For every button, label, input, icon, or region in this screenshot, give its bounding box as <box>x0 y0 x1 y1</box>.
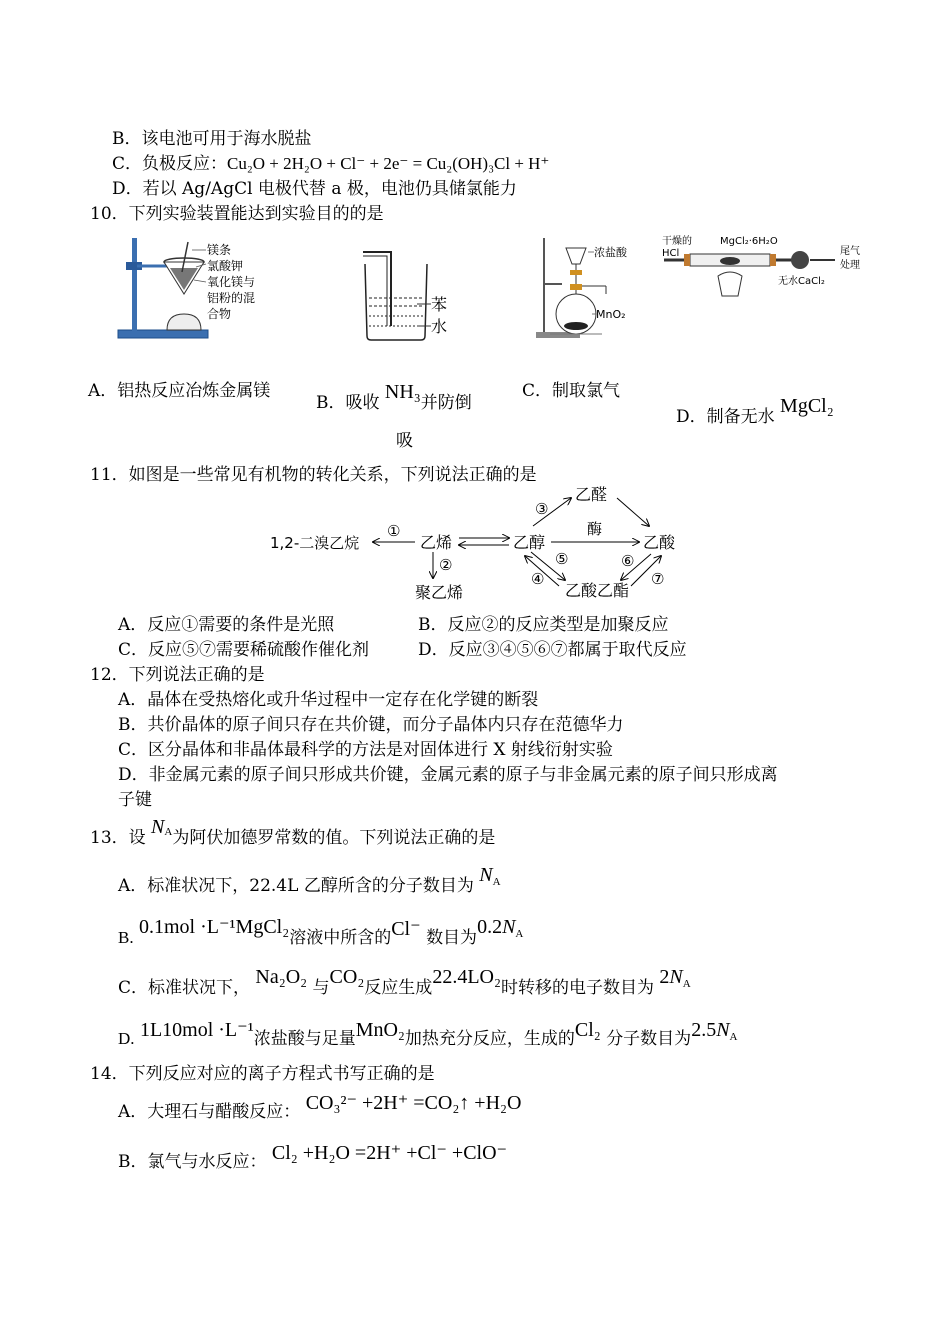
q13-stem <box>90 816 496 852</box>
fig2-label-water: 水 <box>431 317 448 336</box>
q14-option-b <box>118 1142 508 1174</box>
q13-option-c-text2: 时转移的电子数目为 <box>500 978 654 998</box>
node-ethanol: 乙醇 <box>513 533 546 552</box>
q13-option-c-with: 与 <box>312 978 330 998</box>
fig3-label-mno2: MnO₂ <box>596 308 626 321</box>
q12-option-a: A．晶体在受热熔化或升华过程中一定存在化学键的断裂 <box>118 690 539 710</box>
label-n3: ③ <box>535 500 549 518</box>
fig1-label-mix2: 铝粉的混 <box>207 291 256 305</box>
q10-option-b <box>316 381 472 415</box>
q13-option-c-co2: CO₂ <box>329 966 365 988</box>
q10-option-c: C．制取氯气 <box>522 381 621 401</box>
q13-option-b-val: 0.2 <box>477 916 503 938</box>
node-ethyl-acetate: 乙酸乙酯 <box>565 581 630 600</box>
q13-na-sub: A <box>164 826 173 838</box>
node-acetic-acid: 乙酸 <box>643 533 676 552</box>
node-polyethylene: 聚乙烯 <box>415 583 464 602</box>
q11-option-a: A．反应①需要的条件是光照 <box>118 615 335 635</box>
label-n1: ① <box>387 522 401 540</box>
q10-option-a: A．铝热反应冶炼金属镁 <box>88 381 271 401</box>
q9-option-d: D．若以 Ag/AgCl 电极代替 a 极，电池仍具储氯能力 <box>112 179 517 199</box>
q10-figure-thermite <box>112 232 292 347</box>
q13-option-b-na: N <box>502 916 516 938</box>
fig4-label-hcl: HCl <box>662 248 680 259</box>
q13-option-d-val: 2.5 <box>691 1019 717 1041</box>
q13-option-d <box>118 1019 738 1053</box>
fig4-label-tail2: 处理 <box>840 260 860 271</box>
q13-option-b-label: B. <box>118 928 134 947</box>
label-n2: ② <box>439 556 453 574</box>
q13-option-a <box>118 864 501 900</box>
q9-option-c <box>112 152 549 176</box>
q10-option-b-cont: 吸 <box>396 431 413 451</box>
q13-option-d-cl2: Cl₂ <box>574 1019 601 1041</box>
q13-option-c-na: N <box>669 966 683 988</box>
q10-option-d <box>676 395 834 429</box>
q9-option-b: B．该电池可用于海水脱盐 <box>112 129 312 149</box>
q12-option-c: C．区分晶体和非晶体最科学的方法是对固体进行 X 射线衍射实验 <box>118 740 613 760</box>
q10-figure-beaker <box>355 246 465 346</box>
q13-option-b-chem: 0.1mol ·L⁻¹MgCl₂ <box>139 916 290 938</box>
fig1-label-mix1: 氧化镁与 <box>207 275 256 289</box>
q14-option-b-equation: Cl₂ +H₂O =2H⁺ +Cl⁻ +ClO⁻ <box>271 1142 508 1164</box>
q13-option-d-text1: 浓盐酸与足量 <box>253 1029 356 1049</box>
q12-option-d-line1: D．非金属元素的原子间只形成共价键，金属元素的原子与非金属元素的原子间只形成离 <box>118 765 778 785</box>
fig1-label-magnesium: 镁条 <box>207 243 232 257</box>
node-ethylene: 乙烯 <box>420 533 453 552</box>
q14-option-a <box>118 1092 522 1124</box>
q14-option-a-label: A．大理石与醋酸反应： <box>118 1102 301 1122</box>
fig3-label-hcl: 浓盐酸 <box>594 246 627 259</box>
q10-option-d-chem: MgCl₂ <box>780 395 834 417</box>
q9-option-c-equation: Cu₂O + 2H₂O + Cl⁻ + 2e⁻ = Cu₂(OH)₃Cl + H⁺ <box>227 154 550 173</box>
q13-option-c-text1: 反应生成 <box>364 978 433 998</box>
q11-stem: 11．如图是一些常见有机物的转化关系，下列说法正确的是 <box>90 465 537 485</box>
q13-option-a-text: A．标准状况下，22.4L 乙醇所含的分子数目为 <box>118 876 474 896</box>
q11-conversion-diagram <box>265 482 695 607</box>
q12-option-b: B．共价晶体的原子间只存在共价键，而分子晶体内只存在范德华力 <box>118 715 624 735</box>
q13-option-c-val: 2 <box>659 966 670 988</box>
q9-option-c-label: C．负极反应： <box>112 154 228 174</box>
q13-option-a-na: N <box>479 864 493 886</box>
label-enzyme: 酶 <box>587 520 603 538</box>
q13-option-d-na-sub: A <box>729 1031 738 1043</box>
fig4-label-cacl2: 无水CaCl₂ <box>778 276 825 287</box>
q13-option-d-text2: 加热充分反应，生成的 <box>404 1029 575 1049</box>
q13-option-d-chem: 1L10mol ·L⁻¹ <box>139 1019 254 1041</box>
q13-option-b-text1: 溶液中所含的 <box>289 928 392 948</box>
q13-option-a-na-sub: A <box>492 876 501 888</box>
fig1-label-mix3: 合物 <box>207 307 232 321</box>
label-n7: ⑦ <box>651 570 665 588</box>
q13-stem-a: 13．设 <box>90 828 146 848</box>
q10-option-b-chem: NH₃ <box>384 381 421 403</box>
q13-option-c-na-sub: A <box>682 978 691 990</box>
q10-option-b-label: B．吸收 <box>316 393 380 413</box>
q14-option-b-label: B．氯气与水反应： <box>118 1152 267 1172</box>
label-n6: ⑥ <box>621 552 635 570</box>
label-n4: ④ <box>531 570 545 588</box>
q13-option-c-o2: 22.4LO₂ <box>432 966 501 988</box>
q13-option-b-na-sub: A <box>515 928 524 940</box>
q13-option-b-text2: 数目为 <box>426 928 478 948</box>
q13-option-c-label: C．标准状况下， <box>118 978 251 998</box>
fig2-label-benzene: 苯 <box>431 295 448 314</box>
q13-option-c <box>118 966 691 1002</box>
q13-option-d-mno2: MnO₂ <box>355 1019 405 1041</box>
q14-stem: 14．下列反应对应的离子方程式书写正确的是 <box>90 1064 435 1084</box>
q10-option-b-text: 并防倒 <box>420 393 472 413</box>
q10-option-d-label: D．制备无水 <box>676 407 775 427</box>
q10-stem: 10．下列实验装置能达到实验目的的是 <box>90 204 384 224</box>
q13-option-c-na2o2: Na₂O₂ <box>255 966 308 988</box>
q13-option-d-na: N <box>716 1019 730 1041</box>
arrow-oxidation <box>617 498 649 526</box>
q11-option-d: D．反应③④⑤⑥⑦都属于取代反应 <box>418 640 687 660</box>
fig4-label-hydrate: MgCl₂·6H₂O <box>720 236 778 247</box>
q13-stem-b: 为阿伏加德罗常数的值。下列说法正确的是 <box>172 828 496 848</box>
q13-option-d-text3: 分子数目为 <box>606 1029 692 1049</box>
q11-option-b: B．反应②的反应类型是加聚反应 <box>418 615 669 635</box>
q10-figure-chlorine <box>530 234 650 342</box>
fig4-label-tail1: 尾气 <box>840 246 860 257</box>
node-acetaldehyde: 乙醛 <box>575 485 608 504</box>
q13-option-b-cl: Cl⁻ <box>391 918 421 940</box>
q11-option-c: C．反应⑤⑦需要稀硫酸作催化剂 <box>118 640 370 660</box>
label-n5: ⑤ <box>555 550 569 568</box>
q10-figure-mgcl2 <box>660 232 870 312</box>
q12-option-d-line2: 子键 <box>118 790 152 810</box>
q13-option-d-label: D. <box>118 1029 135 1048</box>
node-dibromoethane: 1,2-二溴乙烷 <box>270 534 360 552</box>
fig1-label-kclo3: 氯酸钾 <box>207 259 244 273</box>
q13-option-b <box>118 916 524 952</box>
q12-stem: 12．下列说法正确的是 <box>90 665 265 685</box>
q13-na: N <box>151 816 165 838</box>
q14-option-a-equation: CO₃²⁻ +2H⁺ =CO₂↑ +H₂O <box>305 1092 522 1114</box>
fig4-label-dry: 干燥的 <box>662 236 692 247</box>
